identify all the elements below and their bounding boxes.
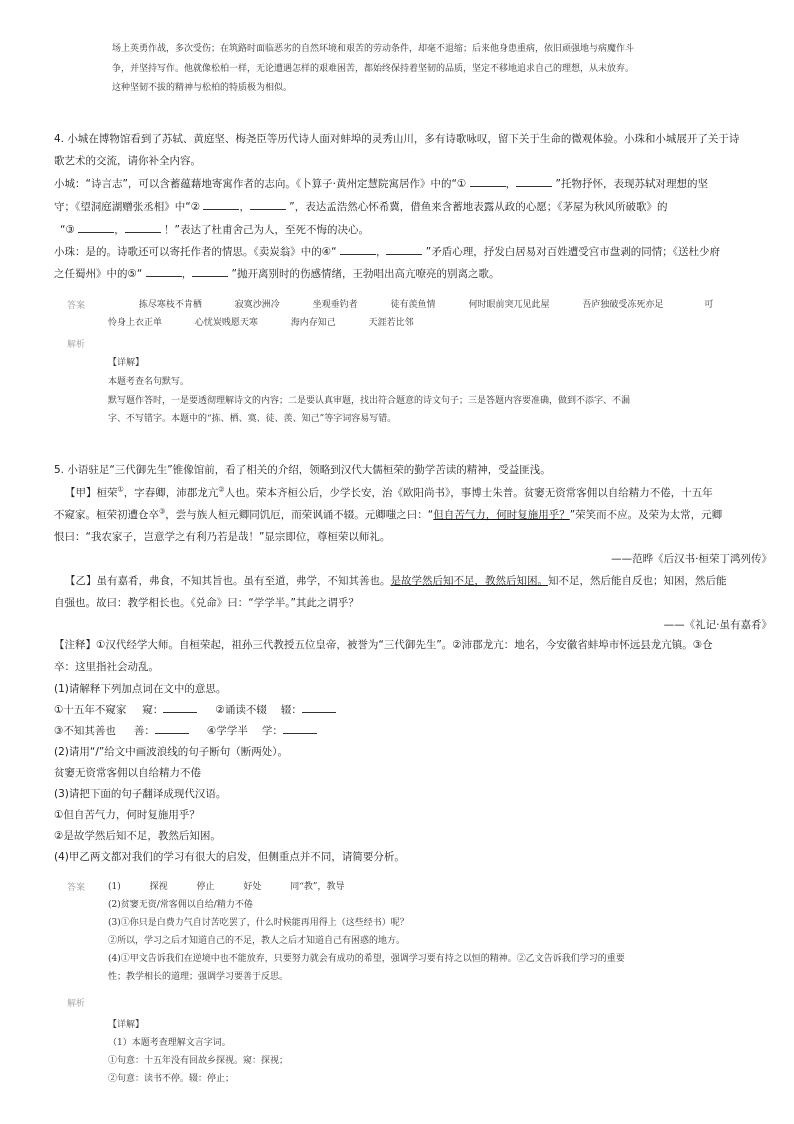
text: ”，表达孟浩然心怀希冀，借鱼来含蓄地表露从政的心愿；《茅屋为秋风所破歌》的 bbox=[289, 201, 668, 213]
answer-item: 探视 bbox=[149, 882, 168, 892]
analysis-text-line: ②句意：读书不停。辍：停止； bbox=[108, 1074, 235, 1084]
q5-stem: 5. 小语驻足“三代御先生”锥像馆前，看了相关的介绍，领略到汉代大儒桓荣的勤学苦读的精神，受益匪浅。 bbox=[54, 464, 551, 476]
text: 不窥家。桓荣初遭仓卒 bbox=[54, 509, 159, 521]
answer-item: 吾庐独破受冻死亦足 bbox=[582, 300, 664, 310]
analysis-text-line: 这种坚韧不拔的精神与松柏的特质极为相似。 bbox=[112, 83, 293, 93]
sub-question: (2)请用“/”给文中画波浪线的句子断句（断两处）。 bbox=[54, 746, 289, 758]
note-marker: ③ bbox=[159, 507, 166, 516]
analysis-label: 解析 bbox=[67, 999, 86, 1009]
text: 守；《望洞庭湖赠张丞相》中“② bbox=[54, 201, 201, 213]
q5-passage-jia: 恨曰：“我农家子，岂意学之有利乃若是哉！”显宗即位，尊桓荣以师礼。 bbox=[54, 531, 391, 543]
q5-answer-line bbox=[108, 879, 345, 892]
underlined-sentence: 但自苦气力，何时复施用乎？ bbox=[433, 509, 570, 521]
text: ”荣笑而不应。及荣为太常，元卿 bbox=[569, 509, 723, 521]
answer-item: 海内存知己 bbox=[290, 318, 336, 328]
q5-answer-line: (3)①你只是白费力气自讨苦吃罢了，什么时候能再用得上（这些经书）呢？ bbox=[108, 918, 409, 928]
answer-blank[interactable] bbox=[386, 254, 422, 255]
notes: 卒：这里指社会动乱。 bbox=[54, 661, 159, 673]
analysis-text-line: ①句意：十五年没有回故乡探视。窥：探视； bbox=[108, 1056, 289, 1066]
answer-item: 心忧炭贱愿天寒 bbox=[194, 318, 258, 328]
text: 知不足，然后能自反也；知困，然后能 bbox=[548, 575, 727, 587]
text: 【甲】桓荣 bbox=[65, 487, 118, 499]
answer-label: 答案 bbox=[67, 301, 86, 311]
text: 小城：“诗言志”，可以含蓄蕴藉地寄寓作者的志向。《卜算子·黄州定慧院寓居作》中的“① bbox=[54, 178, 467, 190]
q4-answer-line bbox=[108, 315, 414, 328]
q4-dialog-line: 之任蜀州》中的⑤“ ， ”抛开离别时的伤感情绪，王勃唱出高亢嘹亮的别离之歌。 bbox=[54, 268, 500, 280]
answer-blank[interactable] bbox=[250, 209, 286, 210]
sub-question: (3)请把下面的句子翻译成现代汉语。 bbox=[54, 788, 227, 800]
text: ，尝与族人桓元卿同饥厄，而荣讽诵不辍。元卿嗤之曰：“ bbox=[165, 509, 434, 521]
q5-passage-jia bbox=[54, 507, 722, 522]
text: ”矛盾心理，抒发白居易对百姓遭受宫市盘剥的同情；《送杜少府 bbox=[425, 246, 720, 258]
answer-item: 坐观垂钓者 bbox=[312, 300, 358, 310]
text: 小珠：是的。诗歌还可以寄托作者的情思。《卖炭翁》中的④“ bbox=[54, 246, 337, 258]
q4-dialog-line: “③ ， ！”表达了杜甫舍己为人，至死不悔的决心。 bbox=[60, 224, 369, 236]
q5-passage-yi: 自强也。故曰：教学相长也。《兑命》曰：“学学半。”其此之谓乎？ bbox=[54, 597, 359, 609]
passage-source: ——范晔《后汉书·桓荣丁鸿列传》 bbox=[611, 553, 772, 565]
item: ③不知其善也 bbox=[54, 725, 116, 737]
sub-question: (4)甲乙两文都对我们的学习有很大的启发，但侧重点并不同，请简要分析。 bbox=[54, 851, 405, 863]
answer-item: 拣尽寒枝不肯栖 bbox=[138, 300, 202, 310]
item: ④学学半 bbox=[206, 725, 248, 737]
analysis-text-line: （1）本题考查理解文言字词。 bbox=[108, 1038, 231, 1048]
text: ，字春卿，沛郡龙亢 bbox=[123, 487, 219, 499]
sub-question: (1)请解释下列加点词在文中的意思。 bbox=[54, 683, 227, 695]
item-key: 善： bbox=[133, 725, 155, 737]
note-marker: ② bbox=[218, 485, 225, 494]
text: “③ bbox=[60, 224, 75, 236]
q5-answer-line: (4)①甲文告诉我们在逆境中也不能放弃，只要努力就会有成功的希望，强调学习要有持之以恒的精神。②乙文告诉我们学习的重要 bbox=[108, 954, 625, 964]
q4-dialog-line: 小珠：是的。诗歌还可以寄托作者的情思。《卖炭翁》中的④“ ， ”矛盾心理，抒发白居易对百姓遭受宫市盘剥的同情；《送杜少府 bbox=[54, 246, 720, 258]
analysis-text-line: 本题考查名句默写。 bbox=[108, 377, 190, 387]
answer-blank[interactable] bbox=[155, 733, 189, 734]
detail-title: 【详解】 bbox=[108, 358, 145, 368]
q4-stem: 歌艺术的交流，请你补全内容。 bbox=[54, 155, 201, 167]
text: 人也。荣本齐桓公后，少学长安，治《欧阳尚书》，事博士朱普。贫窭无资常客佣以自给精力不倦，十五年 bbox=[224, 487, 713, 499]
answer-blank[interactable] bbox=[470, 186, 506, 187]
text: ”抛开离别时的伤感情绪，王勃唱出高亢嘹亮的别离之歌。 bbox=[231, 268, 500, 280]
sub-question-items bbox=[54, 702, 336, 717]
answer-blank[interactable] bbox=[340, 254, 376, 255]
q4-dialog-line: 守；《望洞庭湖赠张丞相》中“② ， ”，表达孟浩然心怀希冀，借鱼来含蓄地表露从政的心愿；《茅屋为秋风所破歌》的 bbox=[54, 201, 668, 213]
sub-question-items bbox=[54, 723, 317, 738]
answer-item: 怜身上衣正单 bbox=[108, 318, 163, 328]
answer-item: (1) bbox=[108, 882, 121, 892]
q4-stem: 4. 小城在博物馆看到了苏轼、黄庭坚、梅尧臣等历代诗人面对蚌埠的灵秀山川，多有诗歌咏叹，留下关于生命的微观体验。小珠和小城展开了关于诗 bbox=[54, 133, 740, 145]
answer-item: 天涯若比邻 bbox=[368, 318, 414, 328]
sub-question-sentence: 贫窭无资常客佣以自给精力不倦 bbox=[54, 767, 201, 779]
underlined-sentence: 是故学然后知不足，教然后知困。 bbox=[390, 575, 548, 587]
text: 之任蜀州》中的⑤“ bbox=[54, 268, 143, 280]
answer-item: 何时眼前突兀见此屋 bbox=[468, 300, 550, 310]
detail-title: 【详解】 bbox=[108, 1020, 145, 1030]
q5-answer-line: (2)贫窭无资/常客佣以自给/精力不倦 bbox=[108, 900, 253, 910]
answer-item: 寂寞沙洲冷 bbox=[234, 300, 280, 310]
answer-blank[interactable] bbox=[516, 186, 552, 187]
answer-label: 答案 bbox=[67, 883, 86, 893]
analysis-text-line: 争，并坚持写作。他就像松柏一样，无论遭遇怎样的艰难困苦，都始终保持着坚韧的品质，坚定不移地追求自己的理想，从未放弃。 bbox=[112, 64, 635, 74]
item-key: 辍： bbox=[280, 704, 302, 716]
q5-passage-yi bbox=[65, 573, 727, 588]
analysis-label: 解析 bbox=[67, 340, 86, 350]
answer-blank[interactable] bbox=[283, 733, 317, 734]
passage-source: ——《礼记·虽有嘉肴》 bbox=[663, 619, 772, 631]
answer-item: 同“教”，教导 bbox=[290, 882, 345, 892]
answer-blank[interactable] bbox=[192, 276, 228, 277]
answer-item: 停止 bbox=[196, 882, 215, 892]
answer-item: 可 bbox=[704, 300, 714, 310]
sub-question-sentence: ①但自苦气力，何时复施用乎？ bbox=[54, 809, 200, 821]
item: ①十五年不窥家 bbox=[54, 704, 127, 716]
answer-blank[interactable] bbox=[163, 712, 197, 713]
answer-blank[interactable] bbox=[78, 232, 114, 233]
notes: 【注释】①汉代经学大师。自桓荣起，祖孙三代教授五位皇帝，被誉为“三代御先生”。②沛郡龙亢：地名，今安徽省蚌埠市怀远县龙亢镇。③仓 bbox=[54, 639, 713, 651]
analysis-text-line: 字、不写错字。本题中的“拣、栖、寞、徒、羡、知己”等字词容易写错。 bbox=[108, 414, 397, 424]
q4-dialog-line: 小城：“诗言志”，可以含蓄蕴藉地寄寓作者的志向。《卜算子·黄州定慧院寓居作》中的“① ， ”托物抒怀，表现苏轼对理想的坚 bbox=[54, 178, 708, 190]
item-key: 学： bbox=[261, 725, 283, 737]
item: ②诵读不辍 bbox=[215, 704, 267, 716]
answer-item: 徒有羡鱼情 bbox=[390, 300, 436, 310]
answer-blank[interactable] bbox=[146, 276, 182, 277]
q5-passage-jia bbox=[65, 485, 713, 500]
answer-blank[interactable] bbox=[125, 232, 161, 233]
analysis-text-line: 场上英勇作战，多次受伤；在筑路时面临恶劣的自然环境和艰苦的劳动条件，却毫不退缩；后来他身患重病，依旧顽强地与病魔作斗 bbox=[112, 44, 635, 54]
note-marker: ① bbox=[117, 485, 124, 494]
q4-answer-line bbox=[108, 297, 713, 310]
answer-blank[interactable] bbox=[203, 209, 239, 210]
sub-question-sentence: ②是故学然后知不足，教然后知困。 bbox=[54, 830, 221, 842]
text: ！”表达了杜甫舍己为人，至死不悔的决心。 bbox=[164, 224, 369, 236]
q5-answer-line: 性；教学相长的道理；强调学习要善于反思。 bbox=[108, 972, 289, 982]
text: ”托物抒怀，表现苏轼对理想的坚 bbox=[555, 178, 708, 190]
q5-answer-line: ②所以，学习之后才知道自己的不足，教人之后才知道自己有困惑的地方。 bbox=[108, 936, 406, 946]
text: 【乙】虽有嘉肴，弗食，不知其旨也。虽有至道，弗学，不知其善也。 bbox=[65, 575, 391, 587]
analysis-text-line: 默写题作答时，一是要透彻理解诗文的内容；二是要认真审题，找出符合题意的诗文句子；三是答题内容要准确，做到不添字、不漏 bbox=[108, 396, 631, 406]
answer-blank[interactable] bbox=[302, 712, 336, 713]
item-key: 窥： bbox=[142, 704, 164, 716]
answer-item: 好处 bbox=[243, 882, 262, 892]
